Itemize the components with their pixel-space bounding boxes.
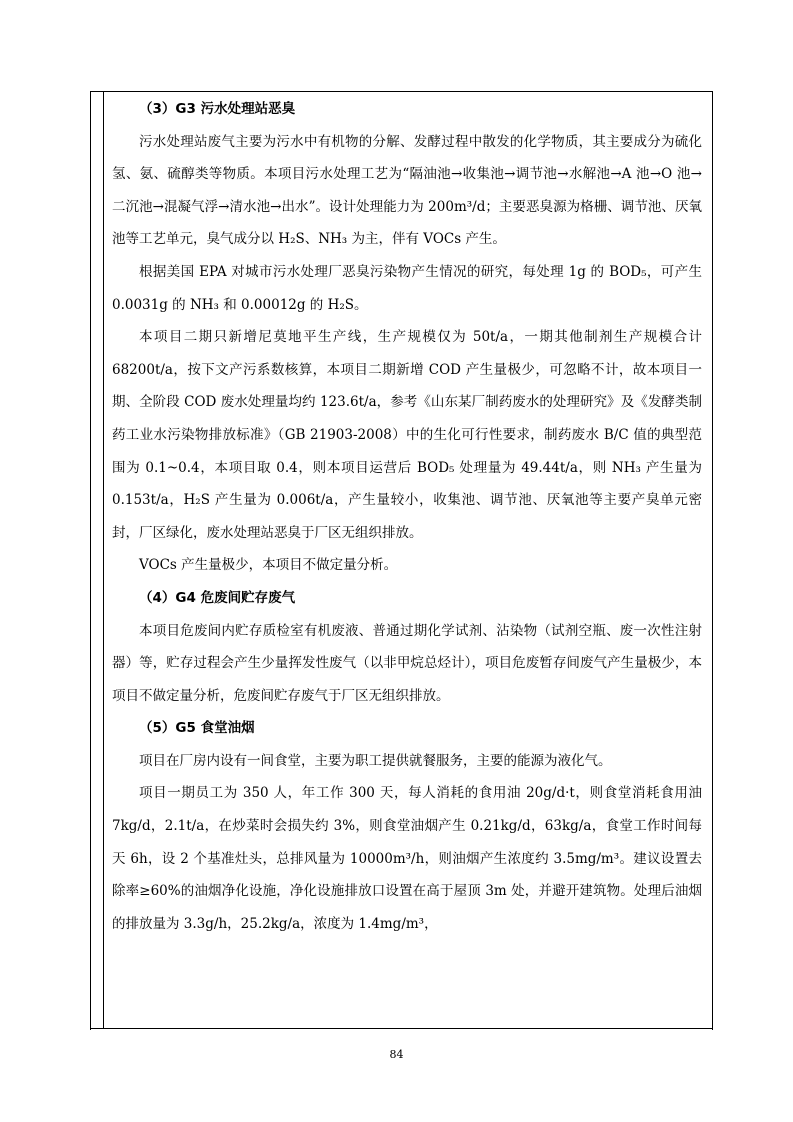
paragraph: VOCs 产生量极少，本项目不做定量分析。 [139, 557, 398, 574]
page-number: 84 [389, 1048, 404, 1061]
document-body [112, 93, 702, 940]
section-heading-g3: （3）G3 污水处理站恶臭 [139, 101, 296, 117]
paragraph: 项目在厂房内设有一间食堂，主要为职工提供就餐服务，主要的能源为液化气。 [139, 752, 612, 769]
table-bottom-rule [90, 1028, 712, 1029]
section-heading-g5: （5）G5 食堂油烟 [139, 720, 255, 737]
left-column-rule [103, 91, 104, 1029]
paragraph: 本项目危废间内贮存质检室有机废液、普通过期化学试剂、沾染物（试剂空瓶、废一次性注射器）等，贮存过程会产生少量挥发性废气（以非甲烷总烃计），项目危废暂存间废气产生量极少，本项目不做定量分析，危废间贮存废气于厂区无组织排放。 [112, 622, 702, 704]
paragraph: 污水处理站废气主要为污水中有机物的分解、发酵过程中散发的化学物质，其主要成分为硫化氢、氨、硫醇类等物质。本项目污水处理工艺为“隔油池→收集池→调节池→水解池→A 池→O 池→二沉池→混凝气浮→清水池→出水”。设计处理能力为 200m³/d；主要恶臭源为格栅、调节池、厌氧池等工艺单元，臭气成分以 H₂S、NH₃ 为主，伴有 VOCs 产生。 [112, 133, 702, 248]
paragraph: 项目一期员工为 350 人，年工作 300 天，每人消耗的食用油 20g/d·t，则食堂消耗食用油 7kg/d，2.1t/a，在炒菜时会损失约 3%，则食堂油烟产生 0.21kg/d，63kg/a，食堂工作时间每天 6h，设 2 个基准灶头，总排风量为 10000m³/h，则油烟产生浓度约 3.5mg/m³。建议设置去除率≥60%的油烟净化设施，净化设施排放口设置在高于屋顶 3m 处，并避开建筑物。处理后油烟的排放量为 3.3g/h，25.2kg/a，浓度为 1.4mg/m³， [112, 785, 702, 932]
paragraph: 根据美国 EPA 对城市污水处理厂恶臭污染物产生情况的研究，每处理 1g 的 BOD₅，可产生 0.0031g 的 NH₃ 和 0.00012g 的 H₂S。 [112, 263, 702, 313]
paragraph: 本项目二期只新增尼莫地平生产线，生产规模仅为 50t/a，一期其他制剂生产规模合计 68200t/a，按下文产污系数核算，本项目二期新增 COD 产生量极少，可忽略不计，故本项目一期、全阶段 COD 废水处理量均约 123.6t/a，参考《山东某厂制药废水的处理研究》及《发酵类制药工业水污染物排放标准》（GB 21903-2008）中的生化可行性要求，制药废水 B/C 值的典型范围为 0.1~0.4，本项目取 0.4，则本项目运营后 BOD₅ 处理量为 49.44t/a，则 NH₃ 产生量为 0.153t/a，H₂S 产生量为 0.006t/a，产生量较小，收集池、调节池、厌氧池等主要产臭单元密封，厂区绿化，废水处理站恶臭于厂区无组织排放。 [112, 329, 702, 541]
section-heading-g4: （4）G4 危废间贮存废气 [139, 589, 296, 606]
